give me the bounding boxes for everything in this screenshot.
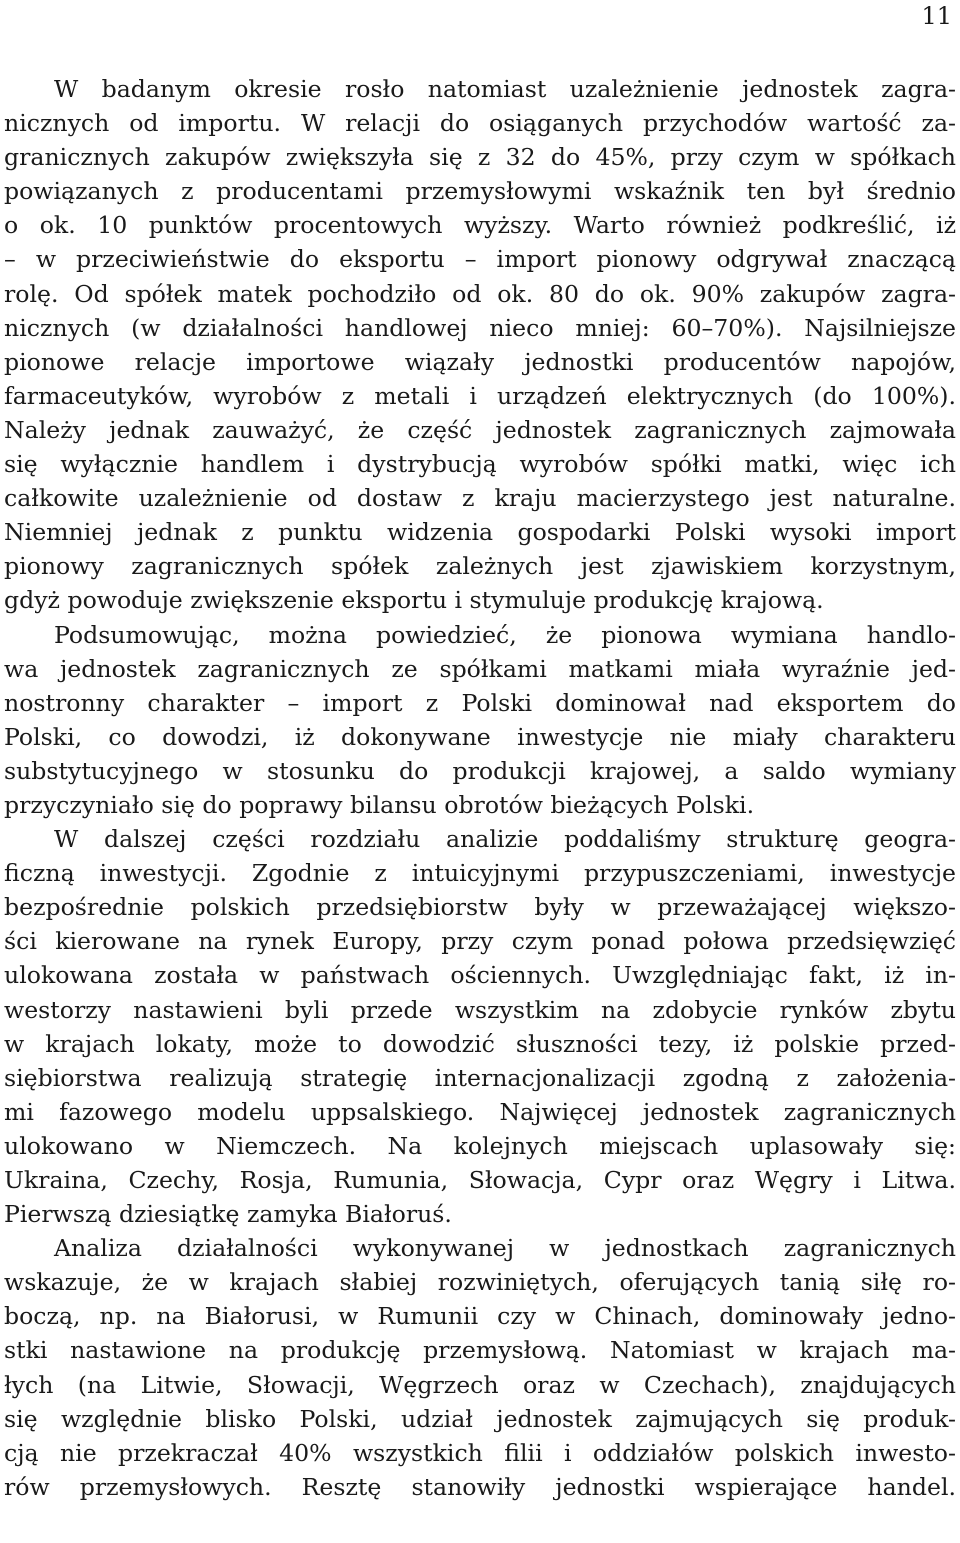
body-text [4,72,956,1504]
page-number: 11 [921,2,952,30]
text-line: cją nie przekraczał 40% wszystkich filii i oddziałów polskich inwesto- [4,1438,956,1467]
text-line: W badanym okresie rosło natomiast uzależnienie jednostek zagra- [54,75,956,103]
text-line: pionowe relacje importowe wiązały jednostki producentów napojów, [4,347,956,376]
text-line: całkowite uzależnienie od dostaw z kraju macierzystego jest naturalne. [4,484,956,513]
text-line: ulokowana została w państwach ościennych. Uwzględniając fakt, iż in- [4,961,956,990]
text-line: ficzną inwestycji. Zgodnie z intuicyjnymi przypuszczeniami, inwestycje [4,859,956,888]
text-line: łych (na Litwie, Słowacji, Węgrzech oraz w Czechach), znajdujących [4,1370,956,1399]
text-line: Niemniej jednak z punktu widzenia gospodarki Polski wysoki import [4,518,956,547]
text-line: stki nastawione na produkcję przemysłową. Natomiast w krajach ma- [4,1336,956,1365]
text-line: o ok. 10 punktów procentowych wyższy. Warto również podkreślić, iż [4,211,956,240]
text-line: Ukraina, Czechy, Rosja, Rumunia, Słowacja, Cypr oraz Węgry i Litwa. [4,1166,956,1194]
text-line: bezpośrednie polskich przedsiębiorstw były w przeważającej większo- [4,893,956,922]
text-line: farmaceutyków, wyrobów z metali i urządzeń elektrycznych (do 100%). [4,381,956,410]
text-line: Analiza działalności wykonywanej w jednostkach zagranicznych [54,1234,956,1263]
text-line: boczą, np. na Białorusi, w Rumunii czy w Chinach, dominowały jedno- [4,1302,956,1331]
text-line: się wyłącznie handlem i dystrybucją wyrobów spółki matki, więc ich [4,450,956,479]
text-line: wskazuje, że w krajach słabiej rozwiniętych, oferujących tanią siłę ro- [4,1268,956,1297]
text-line: ści kierowane na rynek Europy, przy czym ponad połowa przedsięwzięć [4,927,956,956]
text-line: ulokowano w Niemczech. Na kolejnych miejscach uplasowały się: [4,1131,956,1160]
text-line: substytucyjnego w stosunku do produkcji krajowej, a saldo wymiany [4,756,956,785]
text-line: pionowy zagranicznych spółek zależnych jest zjawiskiem korzystnym, [4,552,956,581]
text-line: powiązanych z producentami przemysłowymi wskaźnik ten był średnio [4,177,956,206]
text-line: mi fazowego modelu uppsalskiego. Najwięcej jednostek zagranicznych [4,1097,956,1126]
text-line: Należy jednak zauważyć, że część jednostek zagranicznych zajmowała [4,415,956,444]
text-line: przyczyniało się do poprawy bilansu obrotów bieżących Polski. [4,790,755,819]
text-line: gdyż powoduje zwiększenie eksportu i stymuluje produkcję krajową. [4,586,824,615]
text-line: granicznych zakupów zwiększyła się z 32 do 45%, przy czym w spółkach [4,143,956,172]
text-line: – w przeciwieństwie do eksportu – import pionowy odgrywał znaczącą [4,245,956,274]
text-line: nicznych od importu. W relacji do osiąganych przychodów wartość za- [4,109,956,138]
text-line: wa jednostek zagranicznych ze spółkami matkami miała wyraźnie jed- [4,654,956,683]
text-line: W dalszej części rozdziału analizie poddaliśmy strukturę geogra- [54,825,956,854]
text-line: siębiorstwa realizują strategię internacjonalizacji zgodną z założenia- [4,1063,956,1092]
text-line: rolę. Od spółek matek pochodziło od ok. 80 do ok. 90% zakupów zagra- [4,279,956,308]
text-line: nostronny charakter – import z Polski dominował nad eksportem do [4,688,956,717]
text-line: się względnie blisko Polski, udział jednostek zajmujących się produk- [4,1404,956,1433]
text-line: Pierwszą dziesiątkę zamyka Białoruś. [4,1200,452,1229]
text-line: Polski, co dowodzi, iż dokonywane inwestycje nie miały charakteru [4,722,956,751]
text-line: westorzy nastawieni byli przede wszystkim na zdobycie rynków zbytu [4,995,956,1024]
text-line: rów przemysłowych. Resztę stanowiły jednostki wspierające handel. [4,1472,956,1501]
text-line: w krajach lokaty, może to dowodzić słuszności tezy, iż polskie przed- [4,1029,956,1058]
text-line: Podsumowując, można powiedzieć, że pionowa wymiana handlo- [54,620,956,649]
text-line: nicznych (w działalności handlowej nieco mniej: 60–70%). Najsilniejsze [4,313,956,342]
